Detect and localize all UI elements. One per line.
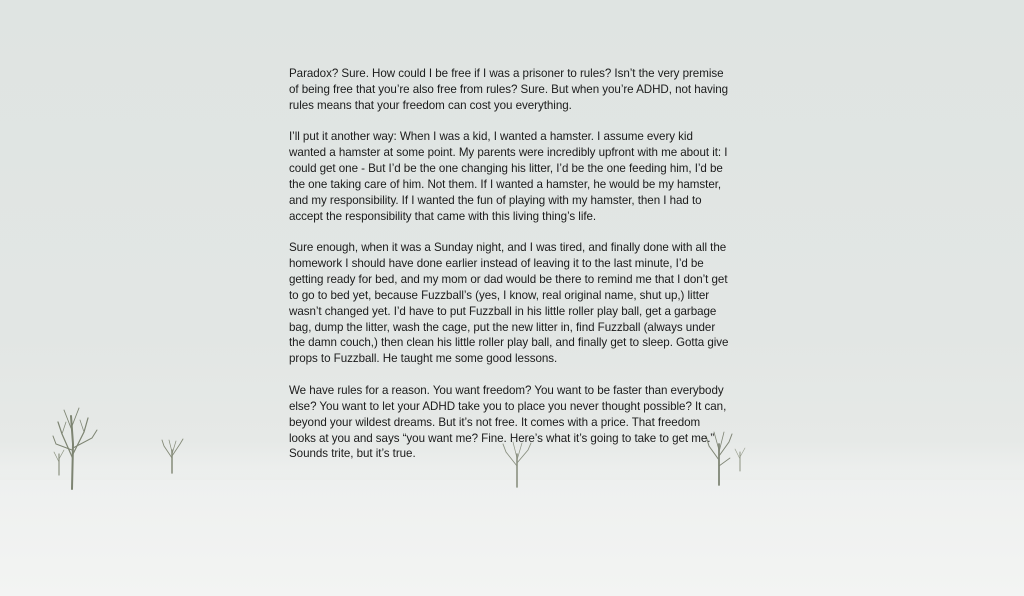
paragraph: Sure enough, when it was a Sunday night, and I was tired, and finally done with all the homework I should have done earlier instead of leaving it to the last minute, I’d be getting ready for bed, and my mom or dad would be there to remind me that I don’t get to go to bed yet, because Fuzzball’s (yes, I know, real original name, shut up,) litter wasn’t changed yet. I’d have to put Fuzzball in his little roller play ball, get a garbage bag, dump the litter, wash the cage, put the new litter in, find Fuzzball (always under the damn couch,) then clean his little roller play ball, and finally get to sleep. Gotta give props to Fuzzball. He taught me some good lessons.	[289, 241, 729, 366]
bare-tree-icon	[160, 436, 186, 474]
bare-tree-icon	[52, 446, 66, 476]
paragraph: Paradox? Sure. How could I be free if I was a prisoner to rules? Isn’t the very premise of being free that you’re also free from rules? Sure. But when you’re ADHD, not having rules means that your freedom can cost you everything.	[289, 67, 729, 112]
paragraph: We have rules for a reason. You want freedom? You want to be faster than everybody else? You want to let your ADHD take you to place you never thought possible? It can, beyond your wildest dreams. But it’s not free. It comes with a price. That freedom looks at you and says “you want me? Fine. Here’s what it’s going to take to get me.” Sounds trite, but it’s true.	[289, 384, 727, 461]
bare-tree-icon	[733, 444, 747, 472]
document-body	[289, 66, 729, 478]
paragraph: I’ll put it another way: When I was a kid, I wanted a hamster. I assume every kid wanted a hamster at some point. My parents were incredibly upfront with me about it: I could get one - But I’d be the one changing his litter, I’d be the one feeding him, I’d be the one taking care of him. Not them. If I wanted a hamster, he would be my hamster, and my responsibility. If I wanted the fun of playing with my hamster, then I had to accept the responsibility that came with this living thing’s life.	[289, 130, 728, 223]
